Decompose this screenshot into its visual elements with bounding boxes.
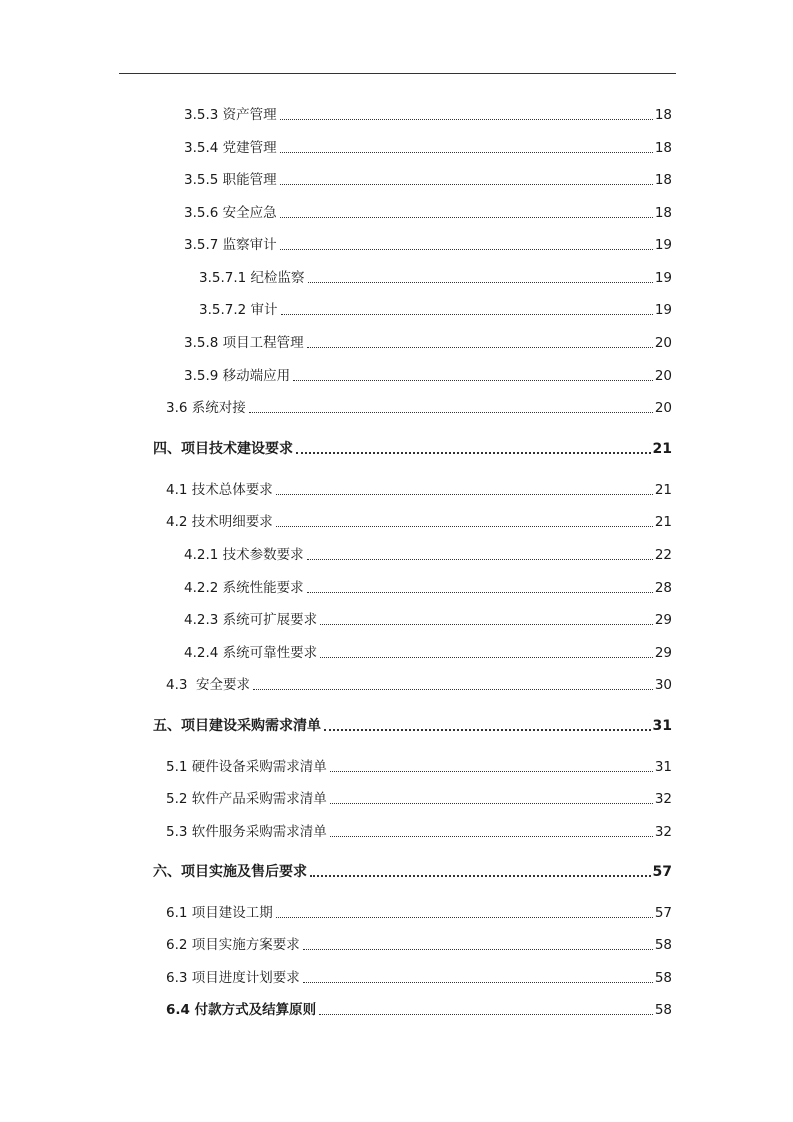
- toc-page-number: 58: [654, 970, 672, 986]
- toc-leader-dots: [324, 729, 651, 731]
- toc-page-number: 18: [654, 205, 672, 221]
- toc-entry-4-2-4[interactable]: [0, 640, 672, 662]
- toc-entry-5-2[interactable]: [0, 786, 672, 808]
- toc-leader-dots: [280, 249, 653, 250]
- toc-entry-label: 3.5.6 安全应急: [184, 205, 277, 221]
- toc-leader-dots: [307, 347, 653, 348]
- toc-entry-label: 3.5.9 移动端应用: [184, 368, 291, 384]
- toc-entry-3-6[interactable]: [0, 395, 672, 417]
- toc-page-number: 29: [654, 612, 672, 628]
- toc-entry-label: 3.5.8 项目工程管理: [184, 335, 304, 351]
- toc-entry-3-5-9[interactable]: [0, 363, 672, 385]
- toc-entry-label: 4.3 安全要求: [166, 677, 251, 693]
- toc-entry-label: 3.5.4 党建管理: [184, 140, 277, 156]
- toc-leader-dots: [281, 314, 653, 315]
- toc-entry-3-5-7[interactable]: [0, 232, 672, 254]
- toc-leader-dots: [276, 917, 653, 918]
- toc-leader-dots: [319, 1014, 653, 1015]
- toc-page-number: 29: [654, 645, 672, 661]
- toc-chapter-5[interactable]: [0, 713, 672, 735]
- toc-page-number: 31: [652, 718, 672, 734]
- toc-leader-dots: [330, 803, 653, 804]
- toc-page-number: 57: [654, 905, 672, 921]
- toc-entry-label: 3.5.7.2 审计: [199, 302, 278, 318]
- toc-entry-4-2-3[interactable]: [0, 607, 672, 629]
- toc-entry-label: 3.5.5 职能管理: [184, 172, 277, 188]
- toc-leader-dots: [303, 949, 653, 950]
- toc-entry-3-5-7-1[interactable]: [0, 265, 672, 287]
- toc-leader-dots: [308, 282, 653, 283]
- toc-entry-label: 4.2.3 系统可扩展要求: [184, 612, 318, 628]
- toc-entry-label: 5.2 软件产品采购需求清单: [166, 791, 327, 807]
- toc-leader-dots: [276, 494, 653, 495]
- toc-entry-label: 3.6 系统对接: [166, 400, 246, 416]
- toc-entry-label: 4.2.2 系统性能要求: [184, 580, 304, 596]
- toc-leader-dots: [280, 152, 653, 153]
- toc-chapter-6[interactable]: [0, 859, 672, 881]
- toc-entry-label: 6.3 项目进度计划要求: [166, 970, 300, 986]
- toc-page-number: 21: [654, 482, 672, 498]
- toc-leader-dots: [280, 184, 653, 185]
- toc-page-number: 18: [654, 107, 672, 123]
- toc-page-number: 32: [654, 824, 672, 840]
- toc-entry-label: 4.2 技术明细要求: [166, 514, 273, 530]
- toc-leader-dots: [310, 875, 651, 877]
- toc-leader-dots: [330, 771, 653, 772]
- toc-entry-4-2[interactable]: [0, 509, 672, 531]
- toc-entry-5-1[interactable]: [0, 754, 672, 776]
- toc-page-number: 58: [654, 1002, 672, 1018]
- toc-leader-dots: [303, 982, 653, 983]
- toc-leader-dots: [330, 836, 653, 837]
- toc-page-number: 22: [654, 547, 672, 563]
- toc-entry-4-2-1[interactable]: [0, 542, 672, 564]
- toc-page-number: 20: [654, 335, 672, 351]
- toc-entry-label: 4.2.1 技术参数要求: [184, 547, 304, 563]
- toc-entry-label: 5.3 软件服务采购需求清单: [166, 824, 327, 840]
- toc-entry-label: 3.5.7.1 纪检监察: [199, 270, 305, 286]
- toc-page-number: 19: [654, 237, 672, 253]
- toc-page-number: 31: [654, 759, 672, 775]
- toc-page-number: 57: [652, 864, 672, 880]
- toc-leader-dots: [249, 412, 653, 413]
- toc-page-number: 21: [652, 441, 672, 457]
- toc-entry-label: 5.1 硬件设备采购需求清单: [166, 759, 327, 775]
- toc-leader-dots: [296, 452, 651, 454]
- toc-entry-label: 4.2.4 系统可靠性要求: [184, 645, 318, 661]
- toc-page-number: 18: [654, 172, 672, 188]
- toc-entry-6-4[interactable]: [0, 997, 672, 1019]
- toc-leader-dots: [307, 559, 653, 560]
- toc-page-number: 20: [654, 400, 672, 416]
- toc-entry-label: 3.5.3 资产管理: [184, 107, 277, 123]
- toc-entry-6-3[interactable]: [0, 965, 672, 987]
- toc-page-number: 58: [654, 937, 672, 953]
- toc-page-number: 20: [654, 368, 672, 384]
- toc-leader-dots: [253, 689, 653, 690]
- toc-entry-3-5-7-2[interactable]: [0, 297, 672, 319]
- toc-page-number: 19: [654, 302, 672, 318]
- toc-chapter-label: 五、项目建设采购需求清单: [153, 718, 321, 734]
- toc-page-number: 21: [654, 514, 672, 530]
- toc-entry-3-5-3[interactable]: [0, 102, 672, 124]
- toc-page-number: 19: [654, 270, 672, 286]
- toc-leader-dots: [280, 217, 653, 218]
- toc-entry-label: 6.2 项目实施方案要求: [166, 937, 300, 953]
- toc-entry-5-3[interactable]: [0, 819, 672, 841]
- toc-entry-label: 6.4 付款方式及结算原则: [166, 1002, 317, 1018]
- toc-page-number: 28: [654, 580, 672, 596]
- toc-entry-label: 6.1 项目建设工期: [166, 905, 273, 921]
- toc-chapter-label: 四、项目技术建设要求: [153, 441, 293, 457]
- toc-entry-4-1[interactable]: [0, 477, 672, 499]
- toc-entry-6-1[interactable]: [0, 900, 672, 922]
- toc-entry-4-3[interactable]: [0, 672, 672, 694]
- toc-entry-label: 3.5.7 监察审计: [184, 237, 277, 253]
- toc-entry-3-5-5[interactable]: [0, 167, 672, 189]
- toc-leader-dots: [320, 624, 653, 625]
- toc-entry-4-2-2[interactable]: [0, 575, 672, 597]
- toc-page-number: 30: [654, 677, 672, 693]
- toc-page-number: 32: [654, 791, 672, 807]
- toc-page-number: 18: [654, 140, 672, 156]
- toc-leader-dots: [280, 119, 653, 120]
- toc-chapter-4[interactable]: [0, 436, 672, 458]
- toc-leader-dots: [320, 657, 653, 658]
- toc-entry-6-2[interactable]: [0, 932, 672, 954]
- toc-entry-3-5-8[interactable]: [0, 330, 672, 352]
- toc-leader-dots: [276, 526, 653, 527]
- toc-leader-dots: [307, 592, 653, 593]
- toc-leader-dots: [293, 380, 653, 381]
- toc-entry-3-5-6[interactable]: [0, 200, 672, 222]
- toc-chapter-label: 六、项目实施及售后要求: [153, 864, 307, 880]
- toc-entry-label: 4.1 技术总体要求: [166, 482, 273, 498]
- toc-entry-3-5-4[interactable]: [0, 135, 672, 157]
